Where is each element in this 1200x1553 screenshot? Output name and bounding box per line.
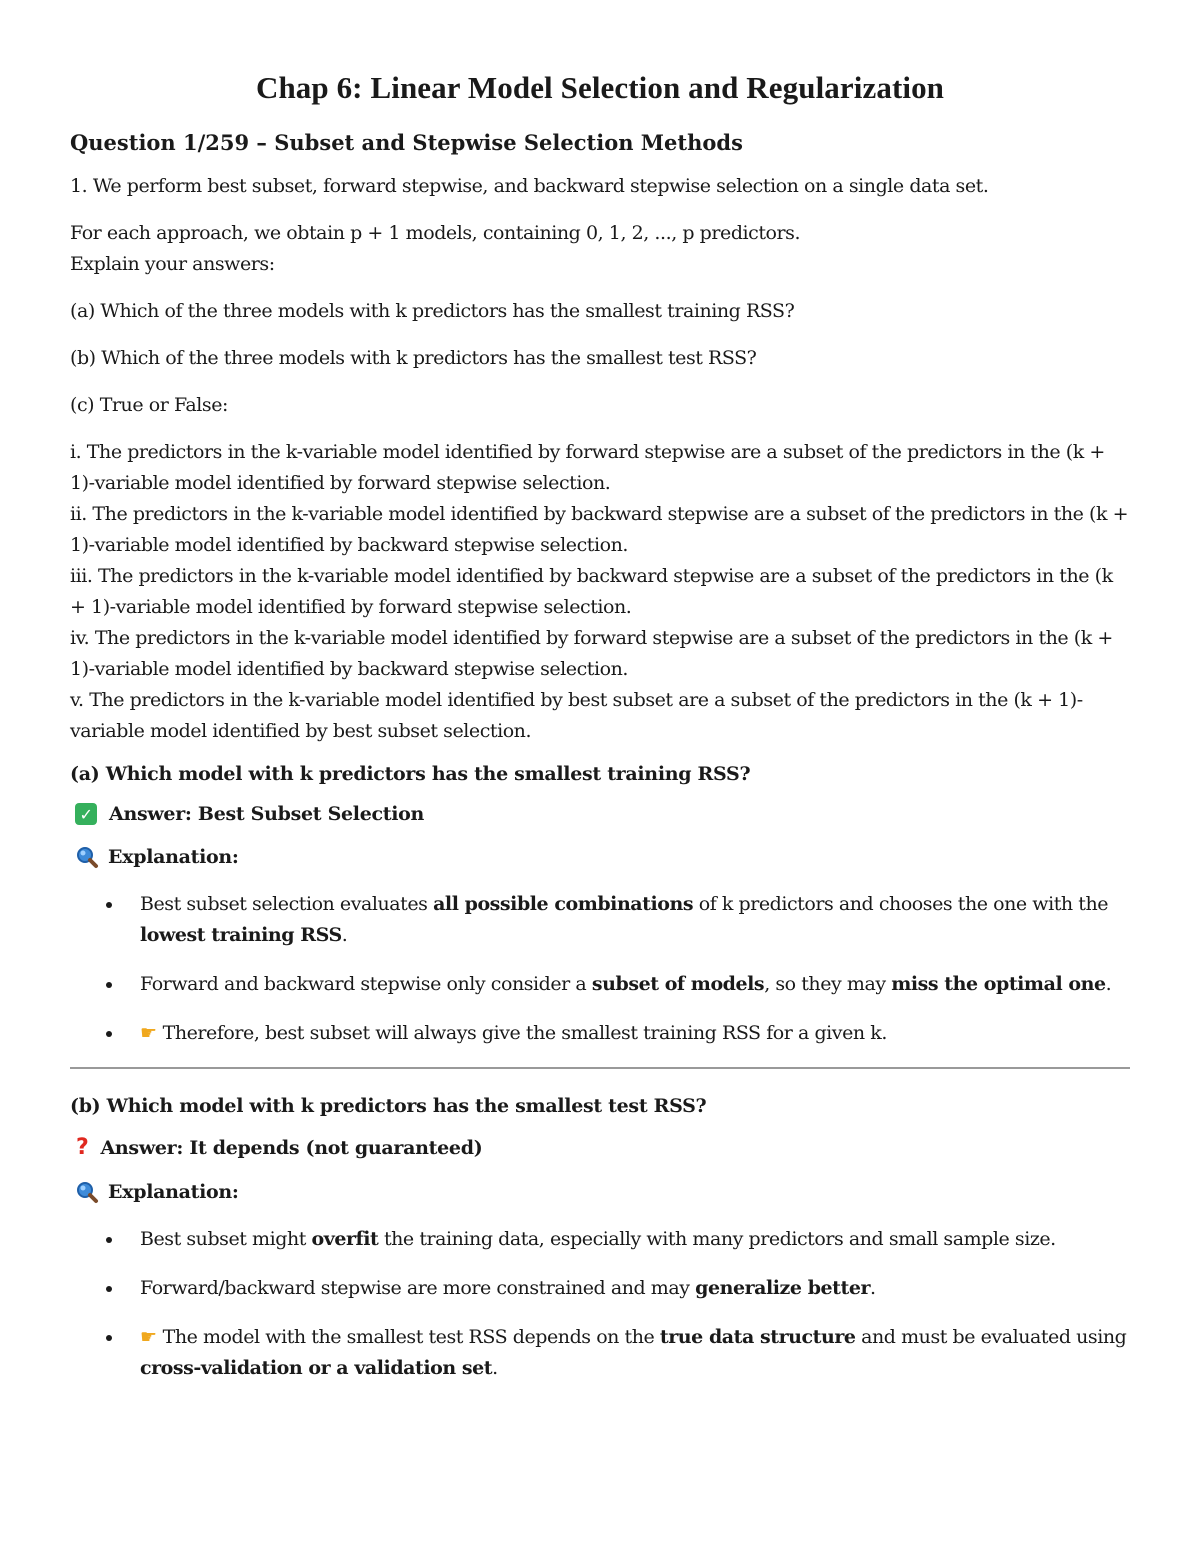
list-item: ☛ The model with the smallest test RSS depends on the true data structure and must be evaluated using cross-validation or a validation set. [140,1322,1130,1384]
part-b-explanation-label: Explanation: [108,1181,239,1203]
question-b: (b) Which of the three models with k predictors has the smallest test RSS? [70,347,757,369]
part-a-question: (a) Which model with k predictors has the smallest training RSS? [70,763,751,785]
question-a: (a) Which of the three models with k predictors has the smallest training RSS? [70,300,795,322]
magnifying-glass-icon [74,845,100,869]
part-a-bullets [70,889,1130,1049]
part-a-explanation-heading [70,845,1130,869]
intro-line-1: For each approach, we obtain p + 1 models, containing 0, 1, 2, ..., p predictors. [70,222,801,244]
true-false-list [70,437,1130,747]
magnifying-glass-icon [74,1180,100,1204]
part-b-answer [70,1135,1130,1160]
part-a-answer-text: Answer: Best Subset Selection [109,803,425,825]
section-divider [70,1067,1130,1069]
tf-item-i: i. The predictors in the k-variable model identified by forward stepwise are a subset of the predictors in the (k + 1)-variable model identified by forward stepwise selection. [70,441,1105,494]
part-b-answer-text: Answer: It depends (not guaranteed) [100,1136,483,1159]
intro-block [70,218,1130,280]
tf-item-iii: iii. The predictors in the k-variable model identified by backward stepwise are a subset of the predictors in the (k + 1)-variable model identified by forward stepwise selection. [70,565,1113,618]
question-heading: Question 1/259 – Subset and Stepwise Selection Methods [70,130,743,155]
question-c: (c) True or False: [70,394,228,416]
list-item: Forward and backward stepwise only consider a subset of models, so they may miss the optimal one. [140,969,1130,1000]
tf-item-v: v. The predictors in the k-variable model identified by best subset are a subset of the predictors in the (k + 1)-variable model identified by best subset selection. [70,689,1083,742]
tf-item-ii: ii. The predictors in the k-variable model identified by backward stepwise are a subset of the predictors in the (k + 1)-variable model identified by backward stepwise selection. [70,503,1129,556]
check-mark-icon: ✓ [75,803,97,825]
part-b-question: (b) Which model with k predictors has the smallest test RSS? [70,1095,707,1117]
question-mark-icon: ? [76,1135,89,1160]
intro-paragraph: 1. We perform best subset, forward stepwise, and backward stepwise selection on a single data set. [70,175,989,197]
part-b-bullets [70,1224,1130,1384]
pointing-hand-icon: ☛ [140,1326,157,1348]
tf-item-iv: iv. The predictors in the k-variable model identified by forward stepwise are a subset of the predictors in the (k + 1)-variable model identified by backward stepwise selection. [70,627,1113,680]
chapter-title: Chap 6: Linear Model Selection and Regularization [255,70,945,105]
list-item: Best subset might overfit the training data, especially with many predictors and small sample size. [140,1224,1130,1255]
intro-line-2: Explain your answers: [70,253,275,275]
part-a-explanation-label: Explanation: [108,846,239,868]
list-item: Best subset selection evaluates all possible combinations of k predictors and chooses the one with the lowest training RSS. [140,889,1130,951]
pointing-hand-icon: ☛ [140,1022,157,1044]
list-item: ☛ Therefore, best subset will always give the smallest training RSS for a given k. [140,1018,1130,1049]
part-b-explanation-heading [70,1180,1130,1204]
part-a-answer [70,803,1130,825]
list-item: Forward/backward stepwise are more constrained and may generalize better. [140,1273,1130,1304]
